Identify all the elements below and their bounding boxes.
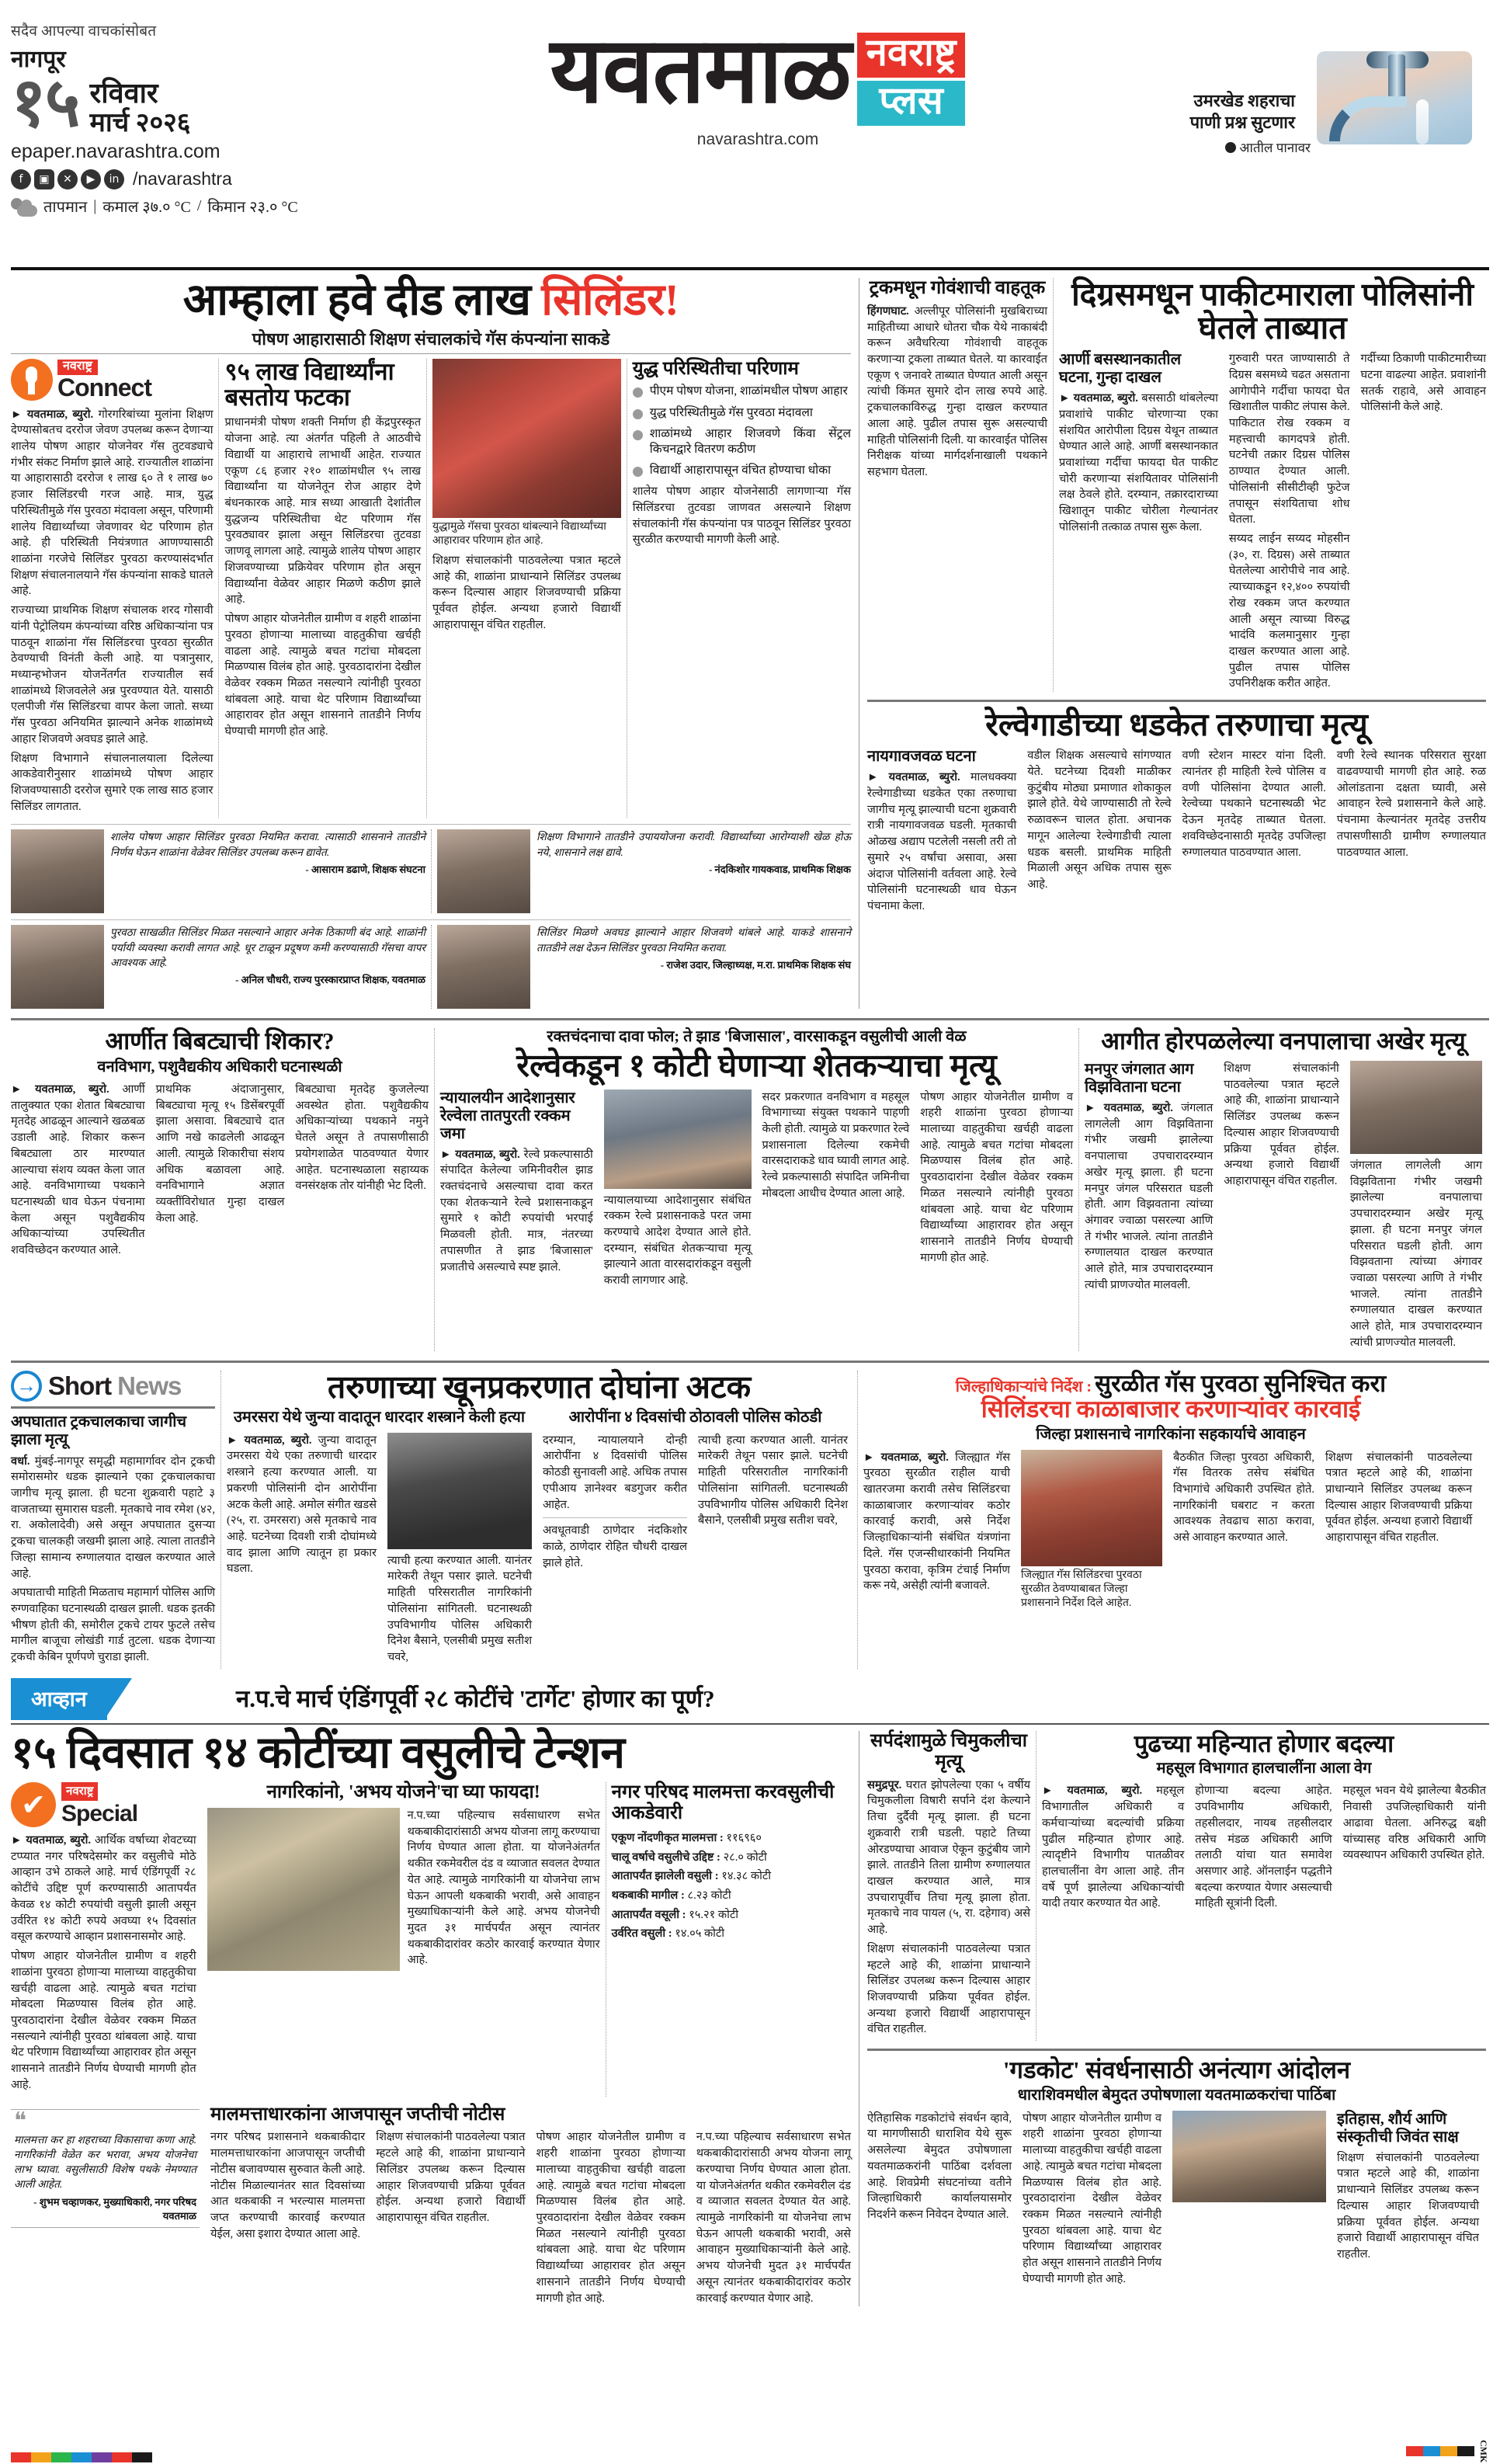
murder-headline: तरुणाच्या खूनप्रकरणात दोघांना अटक — [327, 1368, 752, 1405]
mic-fist-icon — [11, 359, 53, 401]
abhay-subhead: नागरिकांनो, 'अभय योजने'चा घ्या फायदा! — [266, 1782, 540, 1803]
fire-kicker: मनपुर जंगलात आग विझविताना घटना — [1085, 1060, 1194, 1096]
masthead — [11, 6, 1489, 262]
collector-story — [857, 1371, 1478, 1669]
bullet-arrow-icon: ► — [863, 1451, 875, 1464]
stats-list: एकूण नोंदणीकृत मालमत्ता : ११६९६० चालू वर्षाचे वसुलीचे उद्दिष्ट : २८.० कोटी आतापर्यंत झालेली वसुली : १४.३८ कोटी थकबाकी मागील : ८.२३ कोटी आतापर्यंत वसूली : १५.२१ कोटी उर्वरित वसुली : १४.०५ कोटी — [611, 1831, 772, 1941]
vasuli-bottom-row — [11, 2104, 851, 2307]
vasuli-col-1 — [11, 1782, 202, 2097]
vasuli-quote-author: - शुभम चव्हाणकर, मुख्याधिकारी, नगर परिषद यवतमाळ — [33, 2195, 196, 2222]
fire-story — [1078, 1028, 1482, 1350]
masthead-left — [11, 6, 337, 217]
effects-bullet-list — [633, 384, 851, 478]
gadkot-subhead: धाराशिवमधील बेमुदत उपोषणाला यवतमाळकरांचा पाठिंबा — [1017, 2086, 1336, 2104]
digras-body-2: गुरुवारी परत जाण्यासाठी ते दिग्रस बसमध्ये चढत असताना आगेापीने गर्दीचा फायदा घेत खिशातील पाकीट लंपास केले. पाकिटात रोख रक्कम व महत्त्वाची कागदपत्रे होती. घटनेची तक्रार दिग्रस पोलिस ठाण्यात देण्यात आली. पोलिसांनी सीसीटीव्ही फुटेज तपासून संशयिताचा शोध घेतला. — [1228, 353, 1350, 527]
vasuli-headline: १५ दिवसात १४ कोटींच्या वसुलीचे टेन्शन — [11, 1728, 625, 1778]
quote-block-2 — [431, 829, 851, 913]
masthead-divider — [11, 267, 1489, 270]
collector-headline-1: सुरळीत गॅस पुरवठा सुनिश्चित करा — [1095, 1369, 1387, 1397]
digras-headline: दिग्रसमधून पाकीटमाराला पोलिसांनी घेतले ताब्यात — [1071, 276, 1474, 346]
murder-col-2: त्याची हत्या करण्यात आली. यानंतर मारेकरी तेथून पसार झाले. घटनेची माहिती परिसरातील नागरिकांनी पोलिसांना सांगितली. घटनास्थळी उपविभागीय पोलिस अधिकारी दिनेश बैसाने, एलसीबी प्रमुख सतीश चवरे, — [387, 1554, 532, 1663]
murder-story — [220, 1368, 857, 1669]
cylinder-queue-photo — [1021, 1450, 1162, 1566]
collector-col-1: ► यवतमाळ, ब्युरो. जिल्ह्यात गॅस पुरवठा सुरळीत राहील याची खातरजमा करावी तसेच सिलिंडरचा काळाबाजार करणाऱ्यांवर कठोर कारवाई करावी, असे निर्देश जिल्हाधिकाऱ्यांनी संबंधित यंत्रणांना दिले. गॅस एजन्सीधारकांनी नियमित पुरवठा करावा, कृत्रिम टंचाई निर्माण करू नये, असेही त्यांनी बजावले. — [863, 1451, 1010, 1593]
murder-sub-right: आरोपींना ४ दिवसांची ठोठावली पोलिस कोठडी — [568, 1408, 822, 1426]
railway-col-2: वडील शिक्षक असल्याचे सांगण्यात येते. घटनेच्या दिवशी माळीकर कुटुंबीय मोठ्या प्रमाणात शोकाकुल झाले होते. येथे जाण्यासाठी तो रेल्वे रुळावरून चालत होता. अचानक मागून आलेल्या रेल्वेगाडीची त्याला धडक बसली. प्राथमिक माहिती मिळाली असून अधिक तपास सुरू आहे. — [1027, 749, 1172, 891]
portrait-photo — [11, 829, 104, 913]
lead-body-1: ► यवतमाळ, ब्युरो. गोरगरिबांच्या मुलांना शिक्षण देण्यासोबतच दररोज जेवण उपलब्ध करून देणाऱ्या शालेय पोषण आहार योजनेवर गॅस तुटवड्याचे गंभीर संकट निर्माण झाले आहे. राज्यातील शाळांना या आहारासाठी दररोज १ लाख ६० ते १ लाख ७० हजार सिलिंडरची गरज आहे. मात्र, युद्ध परिस्थितीमुळे गॅस पुरवठा मंदावला असून, परिणामी शालेय विद्यार्थ्यांच्या जेवणावर थेट परिणाम होत आहे. ही परिस्थिती नियंत्रणात आणण्यासाठी शाळांना गरजेचे सिलिंडर पुरवठा करण्यासंदर्भात शिक्षण संचालनालयाने गॅस कंपन्यांना साकडे घातले आहे. राज्याच्या प्राथमिक शिक्षण संचालक शरद गोसावी यांनी पेट्रोलियम कंपन्यांच्या वरिष्ठ अधिकाऱ्यांना पत्र पाठवून शाळांना गॅस सिलिंडरचा पुरवठा सुरळीत ठेवण्याची विनंती केली आहे. या पत्रानुसार, मध्यान्हभोजन योजनेंतर्गत राज्यातील सर्व शाळांमध्ये शिजवलेले अन्न पुरवण्यात येते. यासाठी एलपीजी गॅस सिलिंडरचा वापर केला जातो. सध्या गॅस पुरवठा अनियमित झाल्याने अनेक शाळांमध्ये आहार शिजवणे अवघड झाले आहे. शिक्षण विभागाने संचालनालयाला दिलेल्या आकडेवारीनुसार शाळांमध्ये पोषण आहार शिजवण्यासाठी दररोज सुमारे एक लाख साठ हजार सिलिंडर लागतात. — [11, 408, 214, 813]
leopard-col-2: प्राथमिक अंदाजानुसार, बिबट्याचा मृत्यू १५ डिसेंबरपूर्वी झाला असावा. बिबट्याचे दात आणि नखे काढलेली आढळून आली. त्यामुळे शिकारीचा संशय अधिक बळावला आहे. वनविभागाने अज्ञात व्यक्तींविरोधात गुन्हा दाखल केला आहे. — [155, 1083, 285, 1225]
collector-subhead: जिल्हा प्रशासनाचे नागरिकांना सहकार्याचे आवाहन — [1036, 1425, 1306, 1443]
quote-author: - आसाराम डढाणे, शिक्षक संघटना — [305, 864, 425, 876]
logo-navarashtra: नवराष्ट्र — [857, 33, 966, 78]
redsandal-story — [434, 1028, 1078, 1350]
quote-text: शिक्षण विभागाने तातडीने उपाययोजना करावी. विद्यार्थ्यांच्या आरोग्याशी खेळ होऊ नये, शासनाने लक्ष द्यावे. — [536, 831, 851, 858]
vasuli-right — [859, 1731, 1486, 2306]
truck-body: हिंगणघाट. अल्लीपूर पोलिसांनी मुखबिराच्या माहितीच्या आधारे धोतरा चौक येथे नाकाबंदी करून अवैधरित्या गोवंशाची वाहतूक करणाऱ्या ट्रकला ताब्यात घेतले. या कारवाईत एकूण ९ जनावरे ताब्यात घेण्यात आली असून त्यांची किंमत सुमारे दोन लाख रुपये आहे. ट्रकचालकाविरुद्ध गुन्हा दाखल करण्यात आला आहे. पुढील तपास सुरू असल्याची माहिती पोलिसांनी दिली. या कारवाईत पोलिस निरीक्षक यांच्या मार्गदर्शनाखाली पथकाने सहभाग घेतला. — [867, 304, 1047, 479]
child-body: समुद्रपूर. घरात झोपलेल्या एका ५ वर्षीय चिमुकलीला विषारी सर्पाने दंश केल्याने तिचा दुर्दैवी मृत्यू झाला. ही घटना शुक्रवारी रात्री घडली. पहाटे तिच्या ओरडण्याचा आवाज ऐकून कुटुंबीय जागे झाले. तातडीने तिला ग्रामीण रुग्णालयात दाखल करण्यात आले, मात्र उपचारापूर्वीच तिचा मृत्यू झाला होता. मृतकाचे नाव पायल (५, रा. दहेगाव) असे आहे. शिक्षण संचालकांनी पाठवलेल्या पत्रात म्हटले आहे की, शाळांना प्राधान्याने सिलिंडर उपलब्ध करून दिल्यास आहार शिजवण्याची प्रक्रिया पूर्ववत होईल. अन्यथा हजारो विद्यार्थी आहारापासून वंचित राहतील. — [867, 1778, 1030, 2036]
x-twitter-icon[interactable]: ✕ — [57, 169, 78, 189]
weather-max: कमाल ३७.० °C — [102, 199, 191, 217]
notice-block — [205, 2104, 851, 2307]
redsandal-headline: रेल्वेकडून १ कोटी घेणाऱ्या शेतकऱ्याचा मृत्यू — [516, 1048, 997, 1084]
lead-left — [11, 278, 859, 1009]
redsandal-subhead: न्यायालयीन आदेशानुसार रेल्वेला तातपुरती रक्कम जमा — [440, 1089, 575, 1142]
railway-kicker: नायगावजवळ घटना — [867, 748, 976, 766]
collector-badge: जिल्हाधिकाऱ्यांचे निर्देश : — [955, 1378, 1092, 1395]
short-news-headline: अपघातात ट्रकचालकाचा जागीच झाला मृत्यू — [11, 1413, 187, 1448]
lead-col-2 — [218, 359, 426, 818]
weather-icon — [11, 196, 37, 217]
vasuli-intro: ► यवतमाळ, ब्युरो. आर्थिक वर्षाच्या शेवटच्या टप्प्यात नगर परिषदेसमोर कर वसुलीचे मोठे आव्हान उभे ठाकले आहे. मार्च एंडिंगपूर्वी २८ कोटींचे उद्दिष्ट पूर्ण करण्यासाठी आतापर्यंत केवळ १४ कोटी रुपयांची वसुली झाली असून उर्वरित १४ कोटी रुपये अवघ्या १५ दिवसांत वसूल करण्याचे आव्हान प्रशासनासमोर आहे. पोषण आहार योजनेतील ग्रामीण व शहरी शाळांना पुरवठा होणाऱ्या मालाच्या वाहतुकीचा खर्चही वाढला आहे. त्यामुळे बचत गटांचा मोबदला मिळण्यास विलंब होत आहे. पुरवठादारांना देखील वेळेवर रक्कम मिळत नसल्याने त्यांनीही पुरवठा थांबवला आहे. याचा थेट परिणाम विद्यार्थ्यांच्या आहारावर होत असून शासनाने तातडीने निर्णय घेण्याची मागणी होत आहे. — [11, 1834, 196, 2091]
list-item: विद्यार्थी आहारापासून वंचित होण्याचा धोका — [633, 463, 851, 478]
redsandal-col-4: पोषण आहार योजनेतील ग्रामीण व शहरी शाळांना पुरवठा होणाऱ्या मालाच्या वाहतुकीचा खर्चही वाढला आहे. त्यामुळे बचत गटांचा मोबदला मिळण्यास विलंब होत आहे. पुरवठादारांना देखील वेळेवर रक्कम मिळत नसल्याने त्यांनीही पुरवठा थांबवला आहे. याचा थेट परिणाम विद्यार्थ्यांच्या आहारावर होत असून शासनाने तातडीने निर्णय घेण्याची मागणी होत आहे. — [920, 1090, 1073, 1264]
lead-col-1 — [11, 359, 218, 818]
weather-min: किमान २३.० °C — [207, 199, 298, 217]
weather-sep: | — [93, 197, 97, 215]
quote-row-2 — [11, 919, 851, 1009]
murder-col-4: त्याची हत्या करण्यात आली. यानंतर मारेकरी तेथून पसार झाले. घटनेची माहिती परिसरातील नागरिकांनी पोलिसांना सांगितली. घटनास्थळी उपविभागीय पोलिस अधिकारी दिनेश बैसाने, एलसीबी प्रमुख सतीश चवरे, — [698, 1434, 848, 1527]
lead-headline: आम्हाला हवे दीड लाख सिलिंडर! — [182, 276, 679, 325]
quote-author: - नंदकिशोर गायकवाड, प्राथमिक शिक्षक — [708, 864, 851, 876]
color-registration-bar — [11, 2452, 152, 2462]
lead-subhead: पोषण आहारासाठी शिक्षण संचालकांचे गॅस कंपन्यांना साकडे — [252, 329, 610, 349]
short-news-badge — [11, 1371, 215, 1402]
cmyk-registration-bar — [1406, 2440, 1489, 2462]
quote-author: - अनिल चौधरी, राज्य पुरस्कारप्राप्त शिक्षक, यवतमाळ — [235, 974, 425, 986]
epaper-url[interactable]: epaper.navarashtra.com — [11, 141, 220, 163]
railway-col-3: वणी स्टेशन मास्टर यांना दिली. त्यानंतर ही माहिती रेल्वे पोलिस व वणी पोलिसांना देण्यात आली. रेल्वेच्या पथकाने घटनास्थळी भेट देऊन मृतदेह ताब्यात घेतला. शवविच्छेदनासाठी मृतदेह उपजिल्हा रुग्णालयात पाठवण्यात आला. — [1182, 749, 1326, 859]
bullet-arrow-icon: ► — [11, 1834, 23, 1847]
bullet-arrow-icon: ► — [227, 1434, 238, 1447]
weather-strip — [11, 196, 337, 217]
portrait-photo — [437, 925, 530, 1009]
murder-col-3b: अवधूतवाडी ठाणेदार नंदकिशोर काळे, ठाणेदार रोहित चौधरी दाखल झाले होते. — [543, 1524, 687, 1569]
railway-headline: रेल्वेगाडीच्या धडकेत तरुणाचा मृत्यू — [985, 707, 1368, 743]
quote-text: पुरवठा साखळीत सिलिंडर मिळत नसल्याने आहार अनेक ठिकाणी बंद आहे. शाळांनी पर्यायी व्यवस्था करावी लागत आहे. धूर टाळून प्रदूषण कमी करण्यासाठी गॅसचा वापर आवश्यक आहे. — [110, 926, 425, 969]
collector-col-3: शिक्षण संचालकांनी पाठवलेल्या पत्रात म्हटले आहे की, शाळांना प्राधान्याने सिलिंडर उपलब्ध करून दिल्यास आहार शिजवण्याची प्रक्रिया पूर्ववत होईल. अन्यथा हजारो विद्यार्थी आहारापासून वंचित राहतील. — [1325, 1451, 1472, 1545]
gadkot-side-note: इतिहास, शौर्य आणि संस्कृतीची जिवंत साक्ष — [1337, 2110, 1459, 2146]
short-news-body: वर्धा. मुंबई-नागपूर समृद्धी महामार्गावर दोन ट्रकची समोरासमोर धडक झाल्याने एका ट्रकचालकाचा जागीच मृत्यू झाला. ही घटना शुक्रवारी पहाटे ३ वाजताच्या सुमारास घडली. मृतकाचे नाव रमेश (४२, रा. अकोलादेवी) असे असून अपघातात दुसऱ्या ट्रकचा चालकही जखमी झाला आहे. त्याला तातडीने जिल्हा सामान्य रुग्णालयात दाखल करण्यात आले आहे. अपघाताची माहिती मिळताच महामार्ग पोलिस आणि रुग्णवाहिका घटनास्थळी दाखल झाली. धडक इतकी भीषण होती की, समोरील ट्रकचे टायर फुटले तसेच मागील बाजूचा लोखंडी गार्ड तुटला. धडक देणाऱ्या ट्रकची केबिन पूर्णपणे चुराडा झाली. — [11, 1454, 215, 1664]
weather-label: तापमान — [43, 199, 88, 217]
quote-block-1 — [11, 829, 431, 913]
gadkot-col-2: पोषण आहार योजनेतील ग्रामीण व शहरी शाळांना पुरवठा होणाऱ्या मालाच्या वाहतुकीचा खर्चही वाढला आहे. त्यामुळे बचत गटांचा मोबदला मिळण्यास विलंब होत आहे. पुरवठादारांना देखील वेळेवर रक्कम मिळत नसल्याने त्यांनीही पुरवठा थांबवला आहे. याचा थेट परिणाम विद्यार्थ्यांच्या आहारावर होत असून शासनाने तातडीने निर्णय घेण्याची मागणी होत आहे. — [1023, 2111, 1161, 2285]
truck-dateline: हिंगणघाट. — [867, 304, 909, 318]
special-badge-label: Special — [61, 1801, 138, 1827]
list-item: पीएम पोषण योजना, शाळांमधील पोषण आहार — [633, 384, 851, 399]
gadkot-headline: 'गडकोट' संवर्धनासाठी अनंत्याग आंदोलन — [1002, 2056, 1351, 2084]
notice-col-2: शिक्षण संचालकांनी पाठवलेल्या पत्रात म्हटले आहे की, शाळांना प्राधान्याने सिलिंडर उपलब्ध करून दिल्यास आहार शिजवण्याची प्रक्रिया पूर्ववत होईल. अन्यथा हजारो विद्यार्थी आहारापासून वंचित राहतील. — [376, 2131, 526, 2225]
row-shortnews — [11, 1361, 1489, 1669]
logo-plus: प्लस — [857, 81, 966, 126]
railway-col-1: ► यवतमाळ, ब्युरो. मालधक्क्या रेल्वेगाडीच्या धडकेत एका तरुणाचा जागीच मृत्यू झाल्याची घटना शुक्रवारी रात्री नायगावजवळ घडली. मृतकाची ओळख अद्याप पटलेली नसली तरी तो सुमारे २५ वर्षांचा असावा, असा अंदाज पोलिसांनी वर्तवला आहे. रेल्वे पोलिसांनी घटनास्थळी धाव घेऊन पंचनामा केला. — [867, 771, 1017, 912]
quote-block-3 — [11, 925, 431, 1009]
leopard-col-1: ► यवतमाळ, ब्युरो. आर्णी तालुक्यात एका शेतात बिबट्याचा मृतदेह आढळून आल्याने खळबळ उडाली आहे. शिकार करून बिबट्याला ठार मारण्यात आल्याचा संशय व्यक्त केला जात आहे. वनविभागाच्या पथकाने घटनास्थळी धाव घेऊन पंचनामा केला असून पशुवैद्यकीय अधिकाऱ्यांच्या उपस्थितीत शवविच्छेदन करण्यात आले. — [11, 1083, 145, 1257]
quote-block-4 — [431, 925, 851, 1009]
col2-headline: ९५ लाख विद्यार्थ्यांना बसतोय फटका — [224, 357, 394, 411]
list-item: शाळांमध्ये आहार शिजवणे किंवा सेंट्रल किचनद्वारे वितरण कठीण — [633, 426, 851, 457]
lead-section — [11, 278, 1489, 1009]
gadkot-col-1: ऐतिहासिक गडकोटांचे संवर्धन व्हावे, या मागणीसाठी धाराशिव येथे सुरू असलेल्या बेमुदत उपोषणाला यवतमाळकरांनी पाठिंबा दर्शवला आहे. शिवप्रेमी संघटनांच्या वतीने जिल्हाधिकारी कार्यालयासमोर निदर्शने करून निवेदन देण्यात आले. — [867, 2111, 1012, 2221]
short-badge-word2: News — [117, 1371, 182, 1400]
stats-subhead: नगर परिषद मालमत्ता करवसुलीची आकडेवारी — [611, 1782, 835, 1823]
instagram-icon[interactable]: ▣ — [34, 169, 54, 189]
protest-group-photo — [1172, 2111, 1326, 2202]
notice-col-3: पोषण आहार योजनेतील ग्रामीण व शहरी शाळांना पुरवठा होणाऱ्या मालाच्या वाहतुकीचा खर्चही वाढला आहे. त्यामुळे बचत गटांचा मोबदला मिळण्यास विलंब होत आहे. पुरवठादारांना देखील वेळेवर रक्कम मिळत नसल्याने त्यांनीही पुरवठा थांबवला आहे. याचा थेट परिणाम विद्यार्थ्यांच्या आहारावर होत असून शासनाने तातडीने निर्णय घेण्याची मागणी होत आहे. — [536, 2131, 686, 2305]
connect-badge-label: Connect — [57, 373, 151, 401]
jail-bars-photo — [387, 1433, 532, 1549]
quote-row-1 — [11, 824, 851, 913]
col2-body: प्राधानमंत्री पोषण शक्ती निर्माण ही केंद्रपुरस्कृत योजना आहे. त्या अंतर्गत पहिली ते आठवीचे विद्यार्थी या आहाराचे लाभार्थी आहेत. राज्यात एकूण ८६ हजार २१० शाळांमधील ९५ लाख विद्यार्थ्यांना या योजनेतून रोज आहार देणे बंधनकारक आहे. मात्र सध्या आखाती देशांतील युद्धजन्य परिस्थितीचा थेट परिणाम गॅस पुरवठ्यावर झाला असून सिलिंडरचा तुटवडा जाणवू लागला आहे. त्यामुळे शालेय पोषण आहार शिजवण्याच्या प्रक्रियेवर परिणाम होत असून विद्यार्थ्यांना वेळेवर आहार मिळणे कठीण झाले आहे. पोषण आहार योजनेतील ग्रामीण व शहरी शाळांना पुरवठा होणाऱ्या मालाच्या वाहतुकीचा खर्चही वाढला आहे. त्यामुळे बचत गटांचा मोबदला मिळण्यास विलंब होत आहे. पुरवठादारांना देखील वेळेवर रक्कम मिळत नसल्याने त्यांनीही पुरवठा थांबवला आहे. याचा थेट परिणाम विद्यार्थ्यांच्या आहारावर होत असून शासनाने तातडीने निर्णय घेण्याची मागणी होत आहे. — [224, 416, 422, 739]
row-vasuli — [11, 1728, 1489, 2306]
fire-body: ► यवतमाळ, ब्युरो. जंगलात लागलेली आग विझविताना गंभीर जखमी झालेल्या वनपालाचा उपचारादरम्यान अखेर मृत्यू झाला. ही घटना मनपुर जंगल परिसरात घडली होती. आग विझवताना त्यांच्या अंगावर ज्वाळा पसरल्या आणि ते गंभीर भाजले. त्यांना तातडीने रुग्णालयात दाखल करण्यात आले होते, मात्र उपचारादरम्यान त्यांची प्राणज्योत मालवली. — [1085, 1101, 1214, 1291]
masthead-logo — [337, 6, 1179, 149]
short-news-block — [11, 1371, 220, 1669]
vasuli-quote — [11, 2104, 205, 2307]
promo-text: उमरखेड शहराचा पाणी प्रश्न सुटणार — [1189, 91, 1295, 133]
short-badge-word1: Short — [48, 1371, 112, 1400]
fire-headline: आगीत होरपळलेल्या वनपालाचा अखेर मृत्यू — [1101, 1027, 1466, 1055]
np-banner — [11, 1678, 1489, 1720]
effects-heading: युद्ध परिस्थितीचा परिणाम — [632, 358, 799, 379]
quote-text: सिलिंडर मिळणे अवघड झाल्याने आहार शिजवणे थांबले आहे. याकडे शासनाने तातडीने लक्ष देऊन सिलिंडर पुरवठा नियमित करावा. — [536, 926, 851, 954]
bullet-arrow-icon: ► — [867, 771, 879, 784]
gadkot-col-4: शिक्षण संचालकांनी पाठवलेल्या पत्रात म्हटले आहे की, शाळांना प्राधान्याने सिलिंडर उपलब्ध करून दिल्यास आहार शिजवण्याची प्रक्रिया पूर्ववत होईल. अन्यथा हजारो विद्यार्थी आहारापासून वंचित राहतील. — [1337, 2151, 1479, 2261]
masthead-promo — [1179, 6, 1489, 156]
revenue-col-1: ► यवतमाळ, ब्युरो. महसूल विभागातील अधिकारी व कर्मचाऱ्यांच्या बदल्यांची प्रक्रिया पुढील महिन्यात होणार आहे. त्यादृष्टीने विभागीय पातळीवर हालचालींना वेग आला आहे. तीन वर्षे पूर्ण झालेल्या अधिकाऱ्यांची यादी तयार करण्यात येत आहे. — [1042, 1785, 1185, 1910]
digras-body-1: ► यवतमाळ, ब्युरो. बससाठी थांबलेल्या प्रवाशांचे पाकीट चोरणाऱ्या एका संशयित आरोपीला दिग्रस येथून ताब्यात घेण्यात आले आहे. आर्णी बसस्थानकात प्रवाशांच्या गर्दीचा फायदा घेत पाकीट चोरी करणाऱ्या संशयितावर पोलिसांनी लक्ष ठेवले होते. दरम्यान, तक्रारदाराच्या खिशातून पाकीट चोरीला गेल्यानंतर पोलिसांनी तत्काळ तपास सुरू केला. — [1059, 392, 1218, 533]
leopard-headline: आर्णीत बिबट्याची शिकार? — [105, 1027, 335, 1055]
revenue-story — [1036, 1731, 1486, 2041]
lead-col-3 — [426, 359, 627, 818]
quote-text: शालेय पोषण आहार सिलिंडर पुरवठा नियमित करावा. त्यासाठी शासनाने तातडीने निर्णय घेऊन शाळांना वेळेवर सिलिंडर उपलब्ध करून द्यावेत. — [110, 831, 425, 858]
gas-photo-caption: युद्धामुळे गॅसचा पुरवठा थांबल्याने विद्यार्थ्यांच्या आहारावर परिणाम होत आहे. — [432, 520, 606, 547]
social-links[interactable] — [11, 169, 337, 189]
child-headline: सर्पदंशामुळे चिमुकलीचा मृत्यू — [870, 1730, 1027, 1772]
gas-cylinders-photo — [432, 359, 621, 518]
vasuli-col-3 — [606, 1782, 851, 2097]
revenue-headline: पुढच्या महिन्यात होणार बदल्या — [1134, 1729, 1394, 1757]
list-item: युद्ध परिस्थितीमुळे गॅस पुरवठा मंदावला — [633, 405, 851, 421]
cmyk-label: CMK — [1478, 2439, 1489, 2462]
abhay-body: न.प.च्या पहिल्याच सर्वसाधारण सभेत थकबाकीदारांसाठी अभय योजना लागू करण्याचा निर्णय घेण्यात आला होता. या योजनेअंतर्गत थकीत रकमेवरील दंड व व्याजात सवलत देण्यात येत आहे. त्यामुळे नागरिकांनी या योजनेचा लाभ घेऊन आपली थकबाकी भरावी, असे आवाहन मुख्याधिकाऱ्यांनी केले आहे. अभय योजनेची मुदत ३१ मार्चपर्यंत असून त्यानंतर थकबाकीदारांवर कठोर कारवाई करण्यात येणार आहे. — [407, 1809, 600, 1967]
vasuli-story — [11, 1728, 859, 2306]
digras-subhead: आर्णी बसस्थानकातील घटना, गुन्हा दाखल — [1059, 351, 1182, 387]
notice-col-1: नगर परिषद प्रशासनाने थकबाकीदार मालमत्ताधारकांना आजपासून जप्तीची नोटीस बजावण्यास सुरुवात केली आहे. नोटीस मिळाल्यानंतर सात दिवसांच्या आत थकबाकी न भरल्यास मालमत्ता जप्त करण्याची कारवाई करण्यात येईल, असा इशारा देण्यात आला आहे. — [210, 2131, 366, 2240]
bullet-arrow-icon: ► — [1042, 1785, 1054, 1798]
leopard-story — [11, 1028, 434, 1350]
linkedin-icon[interactable]: in — [104, 169, 124, 189]
notice-headline: मालमत्ताधारकांना आजपासून जप्तीची नोटीस — [210, 2104, 505, 2125]
navarashtra-connect-badge — [11, 359, 213, 401]
special-badge-nav: नवराष्ट्र — [61, 1782, 98, 1801]
gadkot-story — [867, 2049, 1486, 2287]
water-tap-photo — [1317, 51, 1472, 144]
bullet-arrow-icon: ► — [440, 1148, 452, 1161]
redsandal-col-2: न्यायालयाच्या आदेशानुसार संबंधित रक्कम रेल्वे प्रशासनाकडे परत जमा करण्याचे आदेश देण्यात आले होते. दरम्यान, संबंधित शेतकऱ्याचा मृत्यू झाल्याने आता वारसदारांकडून वसुली करावी लागणार आहे. — [603, 1194, 752, 1288]
collector-col-2: बैठकीत जिल्हा पुरवठा अधिकारी, गॅस वितरक तसेच संबंधित विभागांचे अधिकारी उपस्थित होते. नागरिकांनी घबराट न करता आवश्यक तेवढाच साठा करावा, असे आवाहन करण्यात आले. — [1173, 1451, 1314, 1545]
fire-body-3: जंगलात लागलेली आग विझविताना गंभीर जखमी झालेल्या वनपालाचा उपचारादरम्यान अखेर मृत्यू झाला. ही घटना मनपुर जंगल परिसरात घडली होती. आग विझवताना त्यांच्या अंगावर ज्वाळा पसरल्या आणि ते गंभीर भाजले. त्यांना तातडीने रुग्णालयात दाखल करण्यात आले होते, मात्र उपचारादरम्यान त्यांची प्राणज्योत मालवली. — [1349, 1159, 1482, 1349]
notice-col-4: न.प.च्या पहिल्याच सर्वसाधारण सभेत थकबाकीदारांसाठी अभय योजना लागू करण्याचा निर्णय घेण्यात आला होता. या योजनेअंतर्गत थकीत रकमेवरील दंड व व्याजात सवलत देण्यात येत आहे. त्यामुळे नागरिकांनी या योजनेचा लाभ घेऊन आपली थकबाकी भरावी, असे आवाहन मुख्याधिकाऱ्यांनी केले आहे. अभय योजनेची मुदत ३१ मार्चपर्यंत असून त्यानंतर थकबाकीदारांवर कठोर कारवाई करण्यात येणार आहे. — [696, 2131, 851, 2305]
murder-col-1: ► यवतमाळ, ब्युरो. जुन्या वादातून उमरसरा येथे एका तरुणाची धारदार शस्त्राने हत्या करण्यात आली. या प्रकरणी पोलिसांनी दोन आरोपींना अटक केली आहे. अमोल संगीत खडसे (२५, रा. उमरसरा) असे मृतकाचे नाव आहे. घटनेच्या दिवशी रात्री दोघांमध्ये वाद झाला आणि त्यातून हा प्रकार घडला. — [227, 1434, 377, 1576]
weather-slash: / — [196, 197, 202, 215]
bullet-arrow-icon: ► — [11, 1083, 23, 1096]
row-mid — [11, 1018, 1489, 1350]
date-monthyear: मार्च २०२६ — [89, 108, 191, 137]
vasuli-quote-text: मालमत्ता कर हा शहराच्या विकासाचा कणा आहे. नागरिकांनी वेळेत कर भरावा, अभय योजनेचा लाभ घ्यावा. वसुलीसाठी विशेष पथके नेमण्यात आली आहेत. — [14, 2133, 196, 2191]
revenue-kicker: महसूल विभागात हालचालींना आला वेग — [1156, 1760, 1372, 1778]
leopard-kicker: वनविभाग, पशुवैद्यकीय अधिकारी घटनास्थळी — [97, 1058, 342, 1076]
logo-title: यवतमाळ — [550, 20, 851, 122]
portrait-photo — [11, 925, 104, 1009]
facebook-icon[interactable]: f — [11, 169, 31, 189]
lead-col-4 — [627, 359, 851, 818]
railway-col-4: वणी रेल्वे स्थानक परिसरात सुरक्षा वाढवण्याची मागणी होत आहे. रुळ ओलांडताना दक्षता घ्यावी, असे आवाहन रेल्वे प्रशासनाने केले आहे. पंचनामा केल्यानंतर मृतदेह उत्तरीय तपासणीसाठी ग्रामीण रुग्णालयात पाठवण्यात आला. — [1336, 749, 1486, 859]
col4-body: शालेय पोषण आहार योजनेसाठी लागणाऱ्या गॅस सिलिंडरचा तुटवडा जाणवत असल्याने शिक्षण संचालकांनी गॅस कंपन्यांना पत्र पाठवून सिलिंडर पुरवठा सुरळीत करण्याची मागणी केली आहे. — [632, 485, 851, 547]
digras-body-4: गर्दीच्या ठिकाणी पाकीटमारीच्या घटना वाढल्या आहेत. प्रवाशांनी सतर्क राहावे, असे आवाहन पोलिसांनी केले आहे. — [1360, 353, 1486, 414]
lead-dateline: यवतमाळ, ब्युरो. — [26, 408, 94, 421]
date-day: १५ — [11, 66, 79, 141]
cash-notes-photo — [207, 1808, 400, 1971]
redsandal-col-1: ► यवतमाळ, ब्युरो. रेल्वे प्रकल्पासाठी संपादित केलेल्या जमिनीवरील झाड रक्तचंदनाचे असल्याचा दावा करत एका शेतकऱ्याने रेल्वे प्रशासनाकडून सुमारे १ कोटी रुपयांची भरपाई मिळवली होती. मात्र, नंतरच्या तपासणीत ते झाड 'बिजासाल' प्रजातीचे असल्याचे स्पष्ट झाले. — [440, 1148, 593, 1274]
collector-photo-caption: जिल्ह्यात गॅस सिलिंडरचा पुरवठा सुरळीत ठेवण्याबाबत जिल्हा प्रशासनाने निर्देश दिले आहेत. — [1021, 1569, 1142, 1609]
check-mark-icon — [11, 1782, 56, 1827]
bullet-arrow-icon: ► — [11, 408, 23, 421]
truck-headline: ट्रकमधून गोवंशाची वाहतूक — [869, 278, 1046, 298]
edition-city: नागपूर — [11, 47, 66, 72]
truck-story — [867, 278, 1053, 692]
bullet-arrow-icon: ► — [1085, 1101, 1096, 1114]
arrow-circle-icon — [11, 1371, 42, 1402]
navarashtra-special-badge — [11, 1782, 196, 1827]
redsandal-col-3: सदर प्रकरणात वनविभाग व महसूल विभागाच्या संयुक्त पथकाने पाहणी केली होती. त्यामुळे या प्रकरणात रेल्वे प्रशासनाला दिलेल्या रकमेची वारसदाराकडे धाव घ्यावी लागत आहे. रेल्वे प्रकल्पासाठी संपादित जमिनीचा मोबदला आधीच देण्यात आला आहे. — [762, 1090, 910, 1200]
farmer-family-photo — [604, 1090, 752, 1189]
arrow-dot-icon — [1225, 142, 1236, 153]
banner-headline: न.प.चे मार्च एंडिंगपूर्वी २८ कोटींचे 'टार्गेट' होणार का पूर्ण? — [236, 1685, 715, 1713]
forest-guard-photo — [1350, 1061, 1482, 1154]
murder-col-3: दरम्यान, न्यायालयाने दोन्ही आरोपींना ४ दिवसांची पोलिस कोठडी सुनावली आहे. अधिक तपास एपीआय ज्ञानेश्वर बडगुजर करीत आहेत. — [543, 1434, 687, 1511]
date-weekday: रविवार — [89, 78, 158, 109]
vasuli-col-2 — [202, 1782, 606, 2097]
child-story — [867, 1731, 1036, 2041]
murder-sub-left: उमरसरा येथे जुन्या वादातून धारदार शस्त्राने केली हत्या — [233, 1408, 526, 1426]
bullet-arrow-icon: ► — [1059, 392, 1071, 405]
quote-author: - राजेश उदार, जिल्हाध्यक्ष, म.रा. प्राथमिक शिक्षक संघ — [660, 959, 851, 971]
date-block — [11, 66, 337, 141]
revenue-col-3: महसूल भवन येथे झालेल्या बैठकीत निवासी उपजिल्हाधिकारी यांनी आढावा घेतला. अनिरुद्ध बक्षी यांच्यासह वरिष्ठ अधिकारी आणि व्यवस्थापन अधिकारी उपस्थित होते. — [1342, 1785, 1486, 1862]
col3-body: शिक्षण संचालकांनी पाठवलेल्या पत्रात म्हटले आहे की, शाळांना प्राधान्याने सिलिंडर उपलब्ध करून दिल्यास आहार शिजवण्याची प्रक्रिया पूर्ववत होईल. अन्यथा हजारो विद्यार्थी आहारापासून वंचित राहतील. — [432, 554, 621, 631]
youtube-icon[interactable]: ▶ — [81, 169, 101, 189]
lead-right — [859, 278, 1486, 1009]
fire-body-2: शिक्षण संचालकांनी पाठवलेल्या पत्रात म्हटले आहे की, शाळांना प्राधान्याने सिलिंडर उपलब्ध करून दिल्यास आहार शिजवण्याची प्रक्रिया पूर्ववत होईल. अन्यथा हजारो विद्यार्थी आहारापासून वंचित राहतील. — [1224, 1062, 1339, 1187]
connect-badge-nav: नवराष्ट्र — [57, 360, 98, 375]
quote-mark-icon: ❝ — [14, 2107, 27, 2135]
revenue-col-2: होणाऱ्या बदल्या आहेत. उपविभागीय अधिकारी, तहसीलदार, नायब तहसीलदार तसेच मंडळ अधिकारी आणि तलाठी यांचा यात समावेश असणार आहे. ऑनलाईन पद्धतीने बदल्या करण्यात येणार असल्याची माहिती सूत्रांनी दिली. — [1195, 1785, 1332, 1910]
redsandal-kicker: रक्तचंदनाचा दावा फोल; ते झाड 'बिजासाल', वारसाकडून वसुलीची आली वेळ — [547, 1028, 967, 1046]
promo-byline: आतील पानावर — [1179, 138, 1311, 156]
banner-tag: आव्हान — [11, 1678, 107, 1720]
digras-body-3: सय्यद लाईन सय्यद मोहसीन (३०, रा. दिग्रस) असे ताब्यात घेतलेल्या आरोपीचे नाव आहे. त्याच्याकडून १२,४०० रुपयांची रोख रक्कम जप्त करण्यात आली असून त्याच्या विरुद्ध भादंवि कलमानुसार गुन्हा दाखल करण्यात आला आहे. पुढील तपास पोलिस उपनिरीक्षक करीत आहेत. — [1228, 533, 1350, 690]
social-handle: /navarashtra — [133, 169, 232, 189]
collector-headline-2: सिलिंडरचा काळाबाजार करणाऱ्यांवर कारवाई — [981, 1395, 1361, 1423]
leopard-col-3: बिबट्याचा मृतदेह कुजलेल्या अवस्थेत होता. पशुवैद्यकीय अधिकाऱ्यांच्या पथकाने नमुने घेतले असून ते तपासणीसाठी प्रयोगशाळेत पाठवण्यात येणार आहेत. घटनास्थळाला सहाय्यक वनसंरक्षक तोर यांनीही भेट दिली. — [295, 1083, 429, 1193]
railway-story — [867, 700, 1486, 918]
tagline: सदैव आपल्या वाचकांसोबत — [11, 23, 157, 40]
digras-story — [1053, 278, 1486, 692]
portrait-photo — [437, 829, 530, 913]
site-url[interactable]: navarashtra.com — [696, 130, 819, 148]
